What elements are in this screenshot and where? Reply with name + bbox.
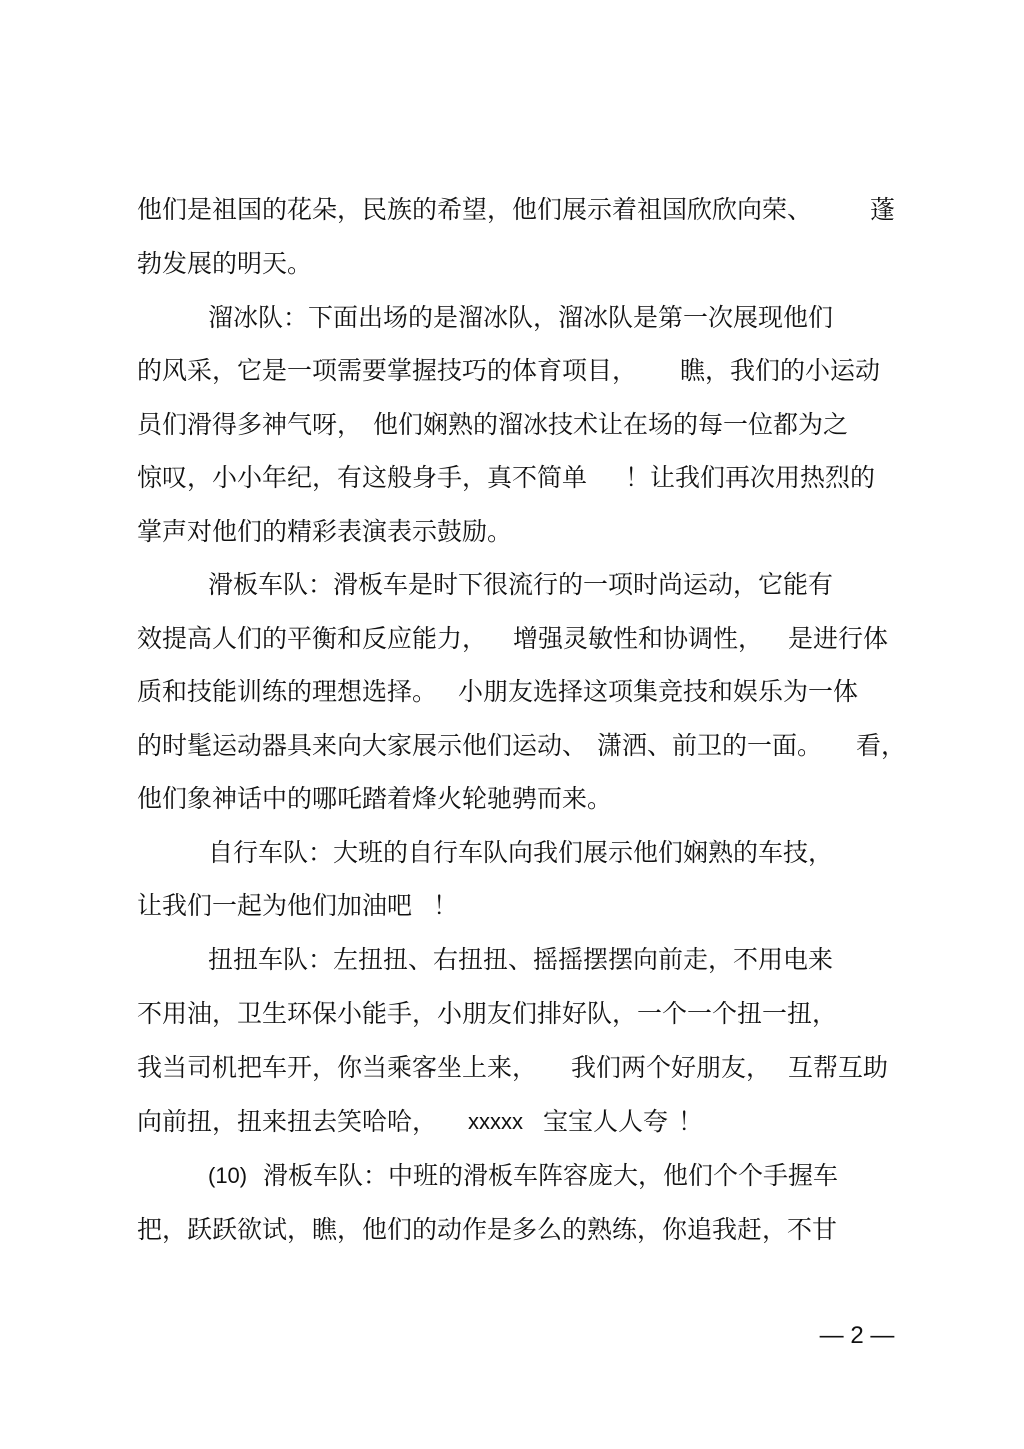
text-segment: 互帮互助 [788,1053,889,1082]
text-line [0,672,1024,712]
text-segment: 把，跃跃欲试，瞧，他们的动作是多么的熟练，你追我赶，不甘 [137,1215,838,1244]
text-segment: 扭扭车队：左扭扭、右扭扭、摇摇摆摆向前走，不用电来 [208,945,834,974]
text-segment: ！ [678,1107,704,1136]
text-segment: ！ [433,891,459,920]
text-line [0,512,1024,552]
text-segment: 的时髦运动器具来向大家展示他们运动、 [137,731,588,760]
text-segment: 滑板车队：中班的滑板车阵容庞大，他们个个手握车 [263,1161,839,1190]
text-line [0,244,1024,284]
text-line [0,619,1024,659]
text-line [0,940,1024,980]
text-segment: xxxxx [468,1109,523,1134]
text-segment: 滑板车队：滑板车是时下很流行的一项时尚运动，它能有 [208,570,834,599]
text-segment: 宝宝人人夸 [543,1107,669,1136]
text-line [0,726,1024,766]
text-segment: 向前扭，扭来扭去笑哈哈， [137,1107,438,1136]
text-segment: 勃发展的明天。 [137,249,313,278]
text-line [0,405,1024,445]
text-segment: 潇洒、前卫的一面。 [597,731,823,760]
text-line [0,994,1024,1034]
text-segment: 蓬 [870,195,896,224]
page-number: — 2 — [819,1322,895,1349]
text-segment: 小朋友选择这项集竞技和娱乐为一体 [458,677,859,706]
text-segment: 溜冰队：下面出场的是溜冰队，溜冰队是第一次展现他们 [208,303,834,332]
text-line [0,1210,1024,1250]
text-segment: 他们象神话中的哪吒踏着烽火轮驰骋而来。 [137,784,613,813]
text-segment: 看， [856,731,907,760]
text-line [0,565,1024,605]
text-segment: 他们是祖国的花朵，民族的希望，他们展示着祖国欣欣向荣、 [137,195,813,224]
text-line [0,190,1024,230]
text-segment: ！让我们再次用热烈的 [625,463,876,492]
text-segment: 质和技能训练的理想选择。 [137,677,438,706]
text-segment: 不用油，卫生环保小能手，小朋友们排好队，一个一个扭一扭， [137,999,838,1028]
text-segment: 瞧，我们的小运动 [680,356,881,385]
text-line [0,833,1024,873]
text-segment: 让我们一起为他们加油吧 [137,891,413,920]
text-segment: 我们两个好朋友， [571,1053,772,1082]
text-segment: 增强灵敏性和协调性， [513,624,764,653]
text-segment: 掌声对他们的精彩表演表示鼓励。 [137,517,513,546]
text-line [0,351,1024,391]
text-line [0,458,1024,498]
text-segment: 员们滑得多神气呀， [137,410,363,439]
text-segment: 是进行体 [788,624,889,653]
text-segment: 他们娴熟的溜冰技术让在场的每一位都为之 [373,410,849,439]
text-segment: 我当司机把车开，你当乘客坐上来， [137,1053,538,1082]
text-line [0,779,1024,819]
text-line [0,1156,1024,1196]
text-segment: 惊叹，小小年纪，有这般身手，真不简单 [137,463,588,492]
text-line [0,1102,1024,1142]
text-line [0,298,1024,338]
text-line [0,886,1024,926]
text-segment: 的风采，它是一项需要掌握技巧的体育项目， [137,356,638,385]
text-segment: 自行车队：大班的自行车队向我们展示他们娴熟的车技， [208,838,834,867]
text-segment: (10) [208,1163,248,1188]
text-segment: 效提高人们的平衡和反应能力， [137,624,488,653]
text-line [0,1048,1024,1088]
